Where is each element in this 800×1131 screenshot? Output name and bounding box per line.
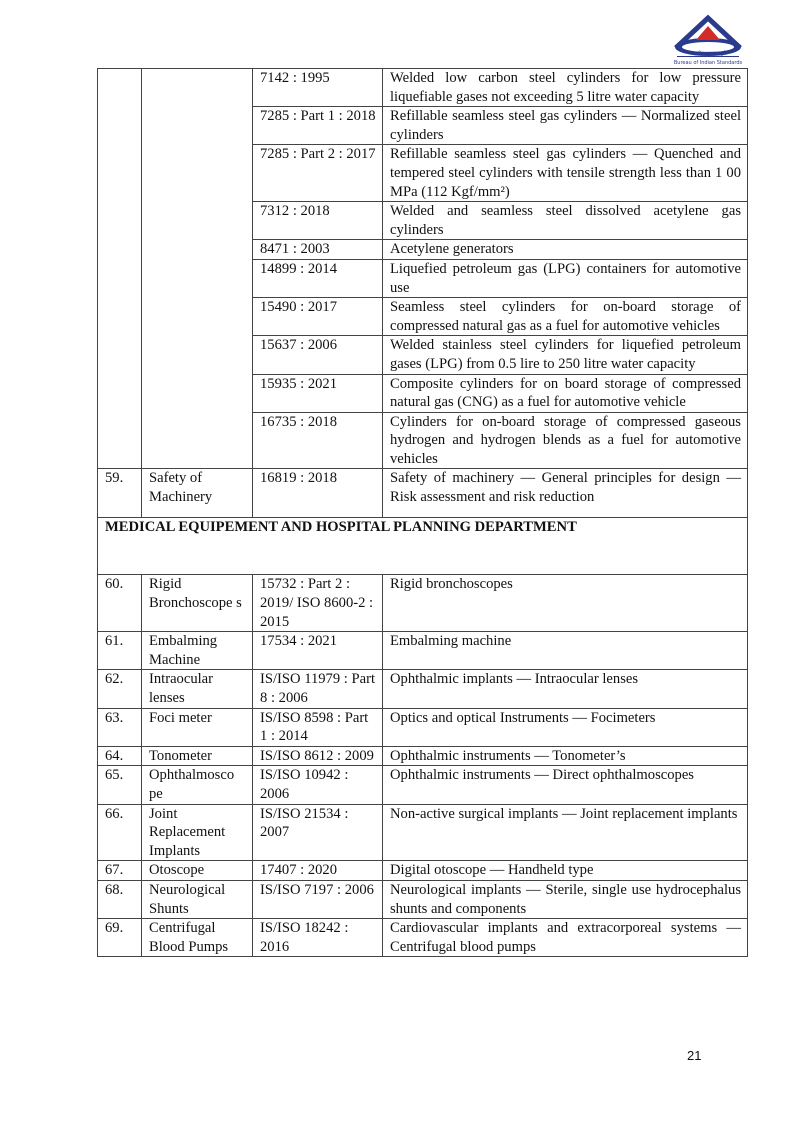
standard-cell: 16735 : 2018: [253, 412, 383, 469]
product-cell: Neurological Shunts: [142, 880, 253, 918]
description-cell: Seamless steel cylinders for on-board storage of compressed natural gas as a fuel for automotive vehicles: [383, 298, 748, 336]
table-row: [98, 69, 748, 107]
product-cell: Ophthalmosco pe: [142, 766, 253, 804]
sno-cell: 65.: [98, 766, 142, 804]
standard-cell: IS/ISO 10942 : 2006: [253, 766, 383, 804]
sno-cell: 63.: [98, 708, 142, 746]
description-cell: Neurological implants — Sterile, single use hydrocephalus shunts and components: [383, 880, 748, 918]
standard-cell: 15732 : Part 2 : 2019/ ISO 8600-2 : 2015: [253, 575, 383, 632]
bis-logo: [672, 14, 744, 68]
logo-text-english: Bureau of Indian Standards: [673, 60, 743, 66]
description-cell: Safety of machinery — General principles for design — Risk assessment and risk reduction: [383, 469, 748, 518]
sno-cell: 60.: [98, 575, 142, 632]
standard-cell: 7312 : 2018: [253, 202, 383, 240]
product-cell: Foci meter: [142, 708, 253, 746]
sno-cell: 66.: [98, 804, 142, 861]
standard-cell: IS/ISO 8598 : Part 1 : 2014: [253, 708, 383, 746]
sno-cell: 67.: [98, 861, 142, 881]
description-cell: Ophthalmic instruments — Tonometer’s: [383, 746, 748, 766]
table-row: [98, 766, 748, 804]
description-cell: Optics and optical Instruments — Focimeters: [383, 708, 748, 746]
standard-cell: IS/ISO 7197 : 2006: [253, 880, 383, 918]
description-cell: Ophthalmic instruments — Direct ophthalmoscopes: [383, 766, 748, 804]
standard-cell: IS/ISO 21534 : 2007: [253, 804, 383, 861]
table-row: [98, 746, 748, 766]
description-cell: Cardiovascular implants and extracorporeal systems — Centrifugal blood pumps: [383, 919, 748, 957]
table-row: [98, 861, 748, 881]
table-row: [98, 632, 748, 670]
sno-cell: 61.: [98, 632, 142, 670]
standard-cell: 15637 : 2006: [253, 336, 383, 374]
standard-cell: 16819 : 2018: [253, 469, 383, 518]
sno-cell: [98, 69, 142, 469]
product-cell: Centrifugal Blood Pumps: [142, 919, 253, 957]
description-cell: Welded and seamless steel dissolved acetylene gas cylinders: [383, 202, 748, 240]
standard-cell: IS/ISO 11979 : Part 8 : 2006: [253, 670, 383, 708]
table-row: [98, 880, 748, 918]
section-heading: MEDICAL EQUIPEMENT AND HOSPITAL PLANNING DEPARTMENT: [98, 518, 748, 575]
sno-cell: 64.: [98, 746, 142, 766]
description-cell: Composite cylinders for on board storage of compressed natural gas (CNG) as a fuel for automotive vehicle: [383, 374, 748, 412]
description-cell: Liquefied petroleum gas (LPG) containers for automotive use: [383, 259, 748, 297]
description-cell: Ophthalmic implants — Intraocular lenses: [383, 670, 748, 708]
standard-cell: 8471 : 2003: [253, 240, 383, 260]
table-row: [98, 804, 748, 861]
description-cell: Embalming machine: [383, 632, 748, 670]
table-row: [98, 708, 748, 746]
standard-cell: 7285 : Part 1 : 2018: [253, 107, 383, 145]
standard-cell: 14899 : 2014: [253, 259, 383, 297]
product-cell: [142, 69, 253, 469]
description-cell: Cylinders for on-board storage of compressed gaseous hydrogen and hydrogen blends as a fuel for automotive vehicles: [383, 412, 748, 469]
product-cell: Intraocular lenses: [142, 670, 253, 708]
description-cell: Refillable seamless steel gas cylinders — Quenched and tempered steel cylinders with tensile strength less than 1 00 MPa (112 Kgf/mm²): [383, 145, 748, 202]
standard-cell: IS/ISO 18242 : 2016: [253, 919, 383, 957]
description-cell: Welded low carbon steel cylinders for low pressure liquefiable gases not exceeding 5 litre water capacity: [383, 69, 748, 107]
section-row: [98, 518, 748, 575]
standard-cell: 17534 : 2021: [253, 632, 383, 670]
standard-cell: 15935 : 2021: [253, 374, 383, 412]
standard-cell: 7285 : Part 2 : 2017: [253, 145, 383, 202]
description-cell: Refillable seamless steel gas cylinders — Normalized steel cylinders: [383, 107, 748, 145]
product-cell: Joint Replacement Implants: [142, 804, 253, 861]
product-cell: Rigid Bronchoscope s: [142, 575, 253, 632]
product-cell: Tonometer: [142, 746, 253, 766]
sno-cell: 68.: [98, 880, 142, 918]
standard-cell: IS/ISO 8612 : 2009: [253, 746, 383, 766]
sno-cell: 62.: [98, 670, 142, 708]
standard-cell: 15490 : 2017: [253, 298, 383, 336]
page-number: 21: [687, 1048, 702, 1063]
product-cell: Otoscope: [142, 861, 253, 881]
logo-text-hindi: भारतीय मानक ब्यूरो: [690, 51, 726, 57]
description-cell: Acetylene generators: [383, 240, 748, 260]
sno-cell: 59.: [98, 469, 142, 518]
product-cell: Embalming Machine: [142, 632, 253, 670]
product-cell: Safety of Machinery: [142, 469, 253, 518]
table-row: [98, 469, 748, 518]
table-row: [98, 670, 748, 708]
description-cell: Digital otoscope — Handheld type: [383, 861, 748, 881]
standard-cell: 7142 : 1995: [253, 69, 383, 107]
description-cell: Rigid bronchoscopes: [383, 575, 748, 632]
description-cell: Non-active surgical implants — Joint replacement implants: [383, 804, 748, 861]
table-row: [98, 575, 748, 632]
description-cell: Welded stainless steel cylinders for liquefied petroleum gases (LPG) from 0.5 lire to 250 litre water capacity: [383, 336, 748, 374]
table-row: [98, 919, 748, 957]
sno-cell: 69.: [98, 919, 142, 957]
standards-table: [97, 68, 748, 957]
standard-cell: 17407 : 2020: [253, 861, 383, 881]
bis-logo-icon: [672, 14, 744, 68]
